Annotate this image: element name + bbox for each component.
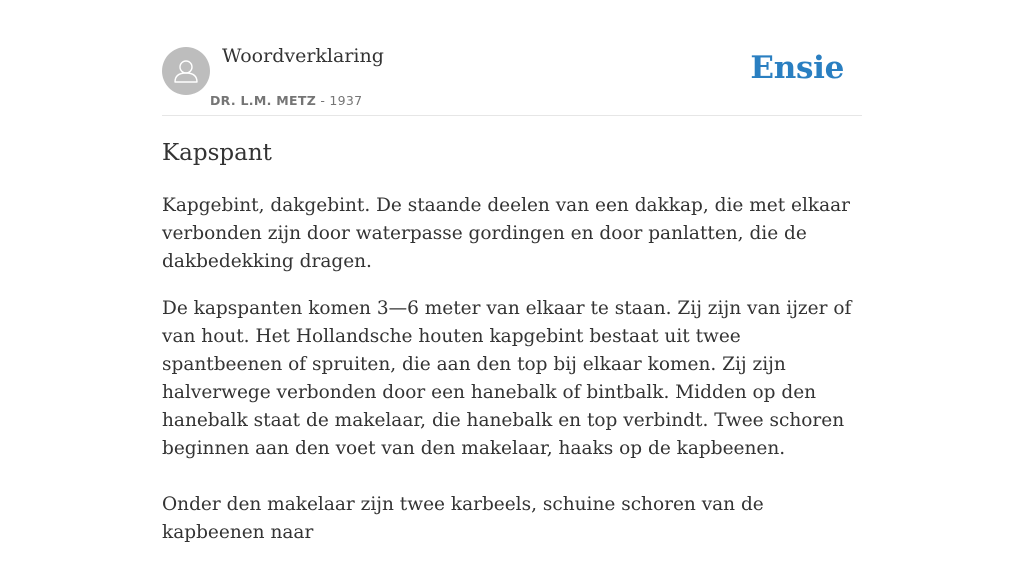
source-header bbox=[162, 0, 862, 116]
user-silhouette-icon bbox=[162, 47, 210, 95]
article bbox=[162, 0, 862, 543]
entry-paragraph: De kapspanten komen 3—6 meter van elkaar te staan. Zij zijn van ijzer of van hout. Het Hollandsche houten kapgebint bestaat uit twee spantbeenen of spruiten, die aan den top bij elkaar komen. Zij zijn halverwege verbonden door een hanebalk of bintbalk. Midden op den hanebalk staat de makelaar, die hanebalk en top verbindt. Twee schoren beginnen aan den voet van den makelaar, haaks op de kapbeenen. Onder den makelaar zijn twee karbeels, schuine schoren van de kapbeenen naar bbox=[162, 298, 852, 543]
author-separator: - bbox=[316, 93, 330, 108]
entry-title: Kapspant bbox=[162, 140, 272, 166]
entry-body bbox=[162, 192, 862, 566]
author-line bbox=[210, 93, 362, 108]
author-name[interactable]: DR. L.M. METZ bbox=[210, 93, 317, 108]
source-title-link[interactable]: Woordverklaring bbox=[222, 45, 384, 67]
ensie-logo-link[interactable]: Ensie bbox=[750, 50, 844, 86]
publication-year: 1937 bbox=[329, 93, 363, 108]
entry-paragraph: Kapgebint, dakgebint. De staande deelen van een dakkap, die met elkaar verbonden zijn door waterpasse gordingen en door panlatten, die de dakbedekking dragen. bbox=[162, 195, 850, 272]
